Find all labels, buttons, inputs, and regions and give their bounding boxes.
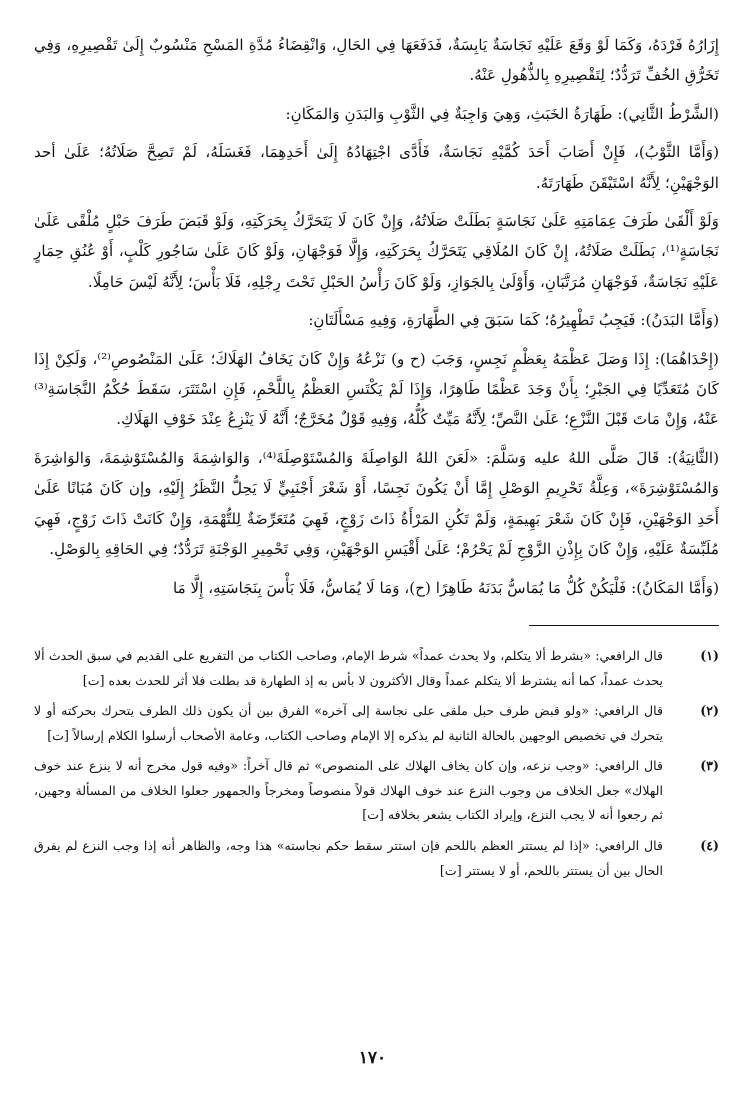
paragraph-continuation: إِزَارُهُ فَرْدَهُ، وَكَمَا لَوْ وَقَعَ عَلَيْهِ نَجَاسَةٌ يَابِسَةٌ، فَدَفَعَهَا فِي الحَالِ، وَانْقِضَاءُ مُدَّةِ المَسْحِ مَنْسُوبٌ إِلَىٰ تَقْصِيرِهِ، وَفِي تَخَرُّقِ الخُفِّ تَرَدُّدٌ؛ لِتَقْصِيرِهِ بِالذُّهُولِ عَنْهُ. bbox=[34, 36, 719, 85]
footnote-text: قال الرافعي: «إذا لم يستتر العظم باللحم فإن استتر سقط حكم نجاسته» هذا وجه، والظاهر أنه إذا وجب النزع لم يفرق الحال بين أن يستتر باللحم، أو لا يستتر [ت] bbox=[34, 838, 663, 878]
footnote bbox=[34, 699, 719, 748]
paragraph-body: (وَأَمَّا البَدَنُ): فَيَجِبُ تَطْهِيرُهُ؛ كَمَا سَبَقَ فِي الطَّهَارَةِ، وَفِيهِ مَسْأَلَتَانِ: bbox=[308, 311, 719, 330]
paragraph-first-issue: (إِحْدَاهُمَا): إِذَا وَصَلَ عَظْمَهُ بِعَظْمٍ نَجِسٍ، وَجَبَ (ح و) نَزْعُهُ وَإِنْ كَانَ يَخَافُ الهَلَاكَ؛ عَلَىٰ المَنْصُوصِ⁽²⁾، وَلَكِنْ إِذَا كَانَ مُتَعَدِّيًا فِي الجَبْرِ؛ بِأَنْ وَجَدَ عَظْمًا طَاهِرًا، وَإِذَا لَمْ يَكْتَسِ العَظْمُ بِاللَّحْمِ، فَإِنِ اسْتَتَرَ، سَقَطَ حُكْمُ النَّجَاسَةِ⁽³⁾ عَنْهُ، وَإِنْ مَاتَ قَبْلَ النَّزْعِ؛ عَلَىٰ النَّصِّ؛ لِأَنَّهُ مَيِّتٌ كُلُّهُ، وَفِيهِ قَوْلٌ مُخَرَّجٌ؛ أَنَّهُ لَا يَنْزِعُ عِنْدَ خَوْفِ الهَلَاكِ. bbox=[34, 349, 719, 429]
footnote-number: (٢) bbox=[700, 703, 719, 719]
page-number: ١٧٠ bbox=[358, 1048, 387, 1068]
paragraph-turban: وَلَوْ أَلْقَىٰ طَرَفَ عِمَامَتِهِ عَلَىٰ نَجَاسَةٍ بَطَلَتْ صَلَاتُهُ، وَإِنْ كَانَ لَا يَتَحَرَّكُ بِحَرَكَتِهِ، وَلَوْ قَبَضَ طَرَفَ حَبْلٍ مُلْقًى عَلَىٰ نَجَاسَةٍ⁽¹⁾، بَطَلَتْ صَلَاتُهُ، إِنْ كَانَ المُلَاقِي يَتَحَرَّكُ بِحَرَكَتِهِ، وَإِلَّا فَوَجْهَانِ، وَلَوْ كَانَ عَلَىٰ سَاجُورِ كَلْبٍ، أَوْ عُنُقِ حِمَارٍ عَلَيْهِ نَجَاسَةٌ، فَوَجْهَانِ مُرَتَّبَانِ، وَأَوْلَىٰ بِالجَوَازِ، وَلَوْ كَانَ رَأْسُ الحَبْلِ تَحْتَ رِجْلِهِ، فَلَا بَأْسَ؛ لِأَنَّهُ لَيْسَ حَامِلًا. bbox=[34, 212, 719, 291]
footnote-text: قال الرافعي: «بشرط ألا يتكلم، ولا يحدث عمداً» شرط الإمام، وصاحب الكتاب من التفريع على القديم في سبق الحدث ألا يحدث عمداً، كما أنه يشترط ألا يتكلم عمداً وقال الأكثرون لا بأس به إذ الطهارة قد بطلت فلا أثر للحدث بعده [ت] bbox=[34, 647, 663, 688]
paragraph-place: (وَأَمَّا المَكَانُ): فَلْيَكُنْ كُلُّ مَا يُمَاسُّ بَدَنَهُ طَاهِرًا (ح)، وَمَا لَا يُمَاسُّ، فَلَا بَأْسَ بِنَجَاسَتِهِ، إِلَّا مَا bbox=[172, 578, 719, 597]
footnote-text: قال الرافعي: «ولو قبض طرف حبل ملقى على نجاسة إلى آخره» الفرق بين أن يكون ذلك الطرف يتحرك بحركته أو لا يتحرك في تخصيص الوجهين بالحالة الثانية لم يذكره إلا الإمام وصاحب الكتاب، وعامة الأصحاب أرسلوا الكلام إرسالاً [ت] bbox=[34, 703, 663, 743]
paragraph-second-condition: (الشَّرْطُ الثَّانِي): طَهَارَةُ الخَبَثِ، وَهِيَ وَاجِبَةٌ فِي الثَّوْبِ وَالبَدَنِ وَالمَكَانِ: bbox=[285, 104, 719, 123]
footnote bbox=[34, 644, 719, 693]
paragraph-second-issue: (الثَّانِيَةُ): قَالَ صَلَّى اللهُ عليه وَسَلَّمَ: «لَعَنَ اللهُ الوَاصِلَةَ وَالمُسْتَوْصِلَةَ⁽⁴⁾، وَالوَاشِمَةَ وَالمُسْتَوْشِمَةَ، وَالوَاشِرَةَ وَالمُسْتَوْشِرَةَ»، وَعِلَّةُ تَحْرِيمِ الوَصْلِ إِمَّا أَنْ يَكُونَ نَجِسًا، أَوْ شَعْرَ أَجْنَبِيٍّ لَا يَحِلُّ النَّظَرُ إِلَيْهِ، وإن كَانَ مُبَانًا عَلَىٰ أَحَدِ الوَجْهَيْنِ، فَإِنْ كَانَ شَعْرَ بَهِيمَةٍ، وَلَمْ تَكُنِ المَرْأَةُ ذَاتَ زَوْجٍ، فَهِيَ مُتَعَرِّضَةٌ لِلتُّهْمَةِ، وَإِنْ كَانَتْ ذَاتَ زَوْجٍ، فَهِيَ مُلَبِّسَةٌ عَلَيْهِ، وَإِنْ كَانَ بِإِذْنِ الزَّوْجِ لَمْ يَحْرُمْ؛ عَلَىٰ أَقْيَسِ الوَجْهَيْنِ، وَفِي تَحْمِيرِ الوَجْنَةِ تَرَدُّدٌ؛ فِي الحَاقِهِ بِالوَصْلِ. bbox=[34, 448, 719, 559]
footnote-number: (٣) bbox=[700, 758, 719, 774]
footnote bbox=[34, 754, 719, 828]
main-text bbox=[34, 30, 719, 603]
footnote-separator bbox=[529, 625, 719, 626]
footnote-text: قال الرافعي: «وجب نزعه، وإن كان يخاف الهلاك على المنصوص» ثم قال آخراً: «وفيه قول مخرج أنه لا ينزع عند خوف الهلاك» جعل الخلاف من وجوب النزع عند خوف الهلاك قولاً منصوصاً ومخرجاً والجمهور جعلوا الخلاف من المسألة وجهين، ثم رجعوا أنه لا يجب النزع، وإيراد الكتاب يشعر بخلافه [ت] bbox=[34, 758, 663, 823]
footnote-number: (٤) bbox=[700, 838, 719, 854]
footnote-number: (١) bbox=[700, 647, 719, 663]
footnote bbox=[34, 834, 719, 883]
footnotes bbox=[34, 644, 719, 883]
paragraph-garment: (وَأَمَّا الثَّوْبُ)، فَإِنْ أَصَابَ أَحَدَ كُمَّيْهِ نَجَاسَةٌ، فَأَدَّى اجْتِهَادُهُ إِلَىٰ أَحَدِهِمَا، فَغَسَلَهُ، لَمْ تَصِحَّ صَلَاتُهُ؛ عَلَىٰ أحد الوَجْهَيْنِ؛ لِأَنَّهُ اسْتَيْقَنَ طَهَارَتَهُ. bbox=[34, 143, 719, 192]
